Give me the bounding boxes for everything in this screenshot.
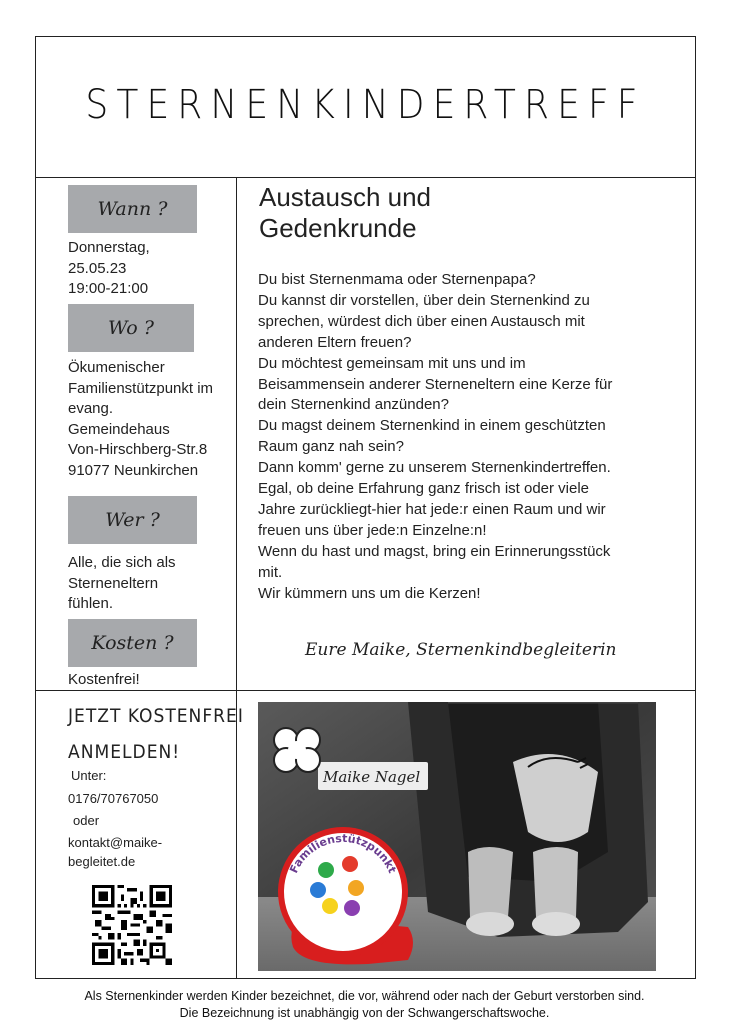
footer-note: Als Sternenkinder werden Kinder bezeichnet, die vor, während oder nach der Geburt verstorben sind. Die Bezeichnung ist unabhängig von der Schwangerschaftswoche.: [84, 989, 645, 1020]
clover-icon: [274, 728, 320, 772]
when-label: Wann ?: [68, 185, 197, 233]
where-label: Wo ?: [68, 304, 194, 352]
who-details: Alle, die sich als Sterneneltern fühlen.: [68, 554, 176, 612]
signature: Eure Maike, Sternenkindbegleiterin: [305, 640, 617, 660]
when-details: Donnerstag, 25.05.23 19:00-21:00: [68, 239, 150, 297]
main-body: Du bist Sternenmama oder Sternenpapa? Du kannst dir vorstellen, über dein Sternenkind zu sprechen, würdest dich über einen Austausch mit anderen Eltern freuen? Du möchtest gemeinsam mit uns und im Beisammensein anderer Sterneneltern eine Kerze für dein Sternenkind anzünden? Du magst deinem Sternenkind in einem geschützten Raum ganz nah sein? Dann komm' gerne zu unserem Sternenkindertreffen. Egal, ob deine Erfahrung ganz frisch ist oder viele Jahre zurückliegt-hier hat jede:r einen Raum und wir freuen uns über jede:n Einzelne:n! Wenn du hast und magst, bring ein Erinnerungsstück mit. Wir kümmern uns um die Kerzen!: [258, 271, 613, 602]
page-title: STERNENKINDERTREFF: [85, 82, 646, 128]
badge-text: Familienstützpunkt: [287, 831, 399, 876]
brand-name: Maike Nagel: [323, 768, 421, 786]
who-label: Wer ?: [68, 496, 197, 544]
photo-sitting-person: [258, 702, 656, 971]
email-address: kontakt@maike- begleitet.de: [68, 834, 163, 869]
divider-top: [35, 177, 696, 178]
qr-code-icon: [92, 885, 172, 965]
registration-cta: JETZT KOSTENFREI ANMELDEN!: [68, 705, 244, 763]
divider-vertical: [236, 177, 237, 979]
cost-label: Kosten ?: [68, 619, 197, 667]
cost-details: Kostenfrei!: [68, 671, 140, 688]
phone-number: 0176/70767050: [68, 790, 159, 806]
where-details: Ökumenischer Familienstützpunkt im evang. Gemeindehaus Von-Hirschberg-Str.8 91077 Neunkirchen: [68, 359, 214, 479]
main-heading: Austausch und Gedenkrunde: [259, 182, 432, 243]
familienstuetzpunkt-badge: [281, 830, 405, 954]
contact-info: Unter: 0176/70767050 oder kontakt@maike- begleitet.de: [68, 768, 163, 869]
